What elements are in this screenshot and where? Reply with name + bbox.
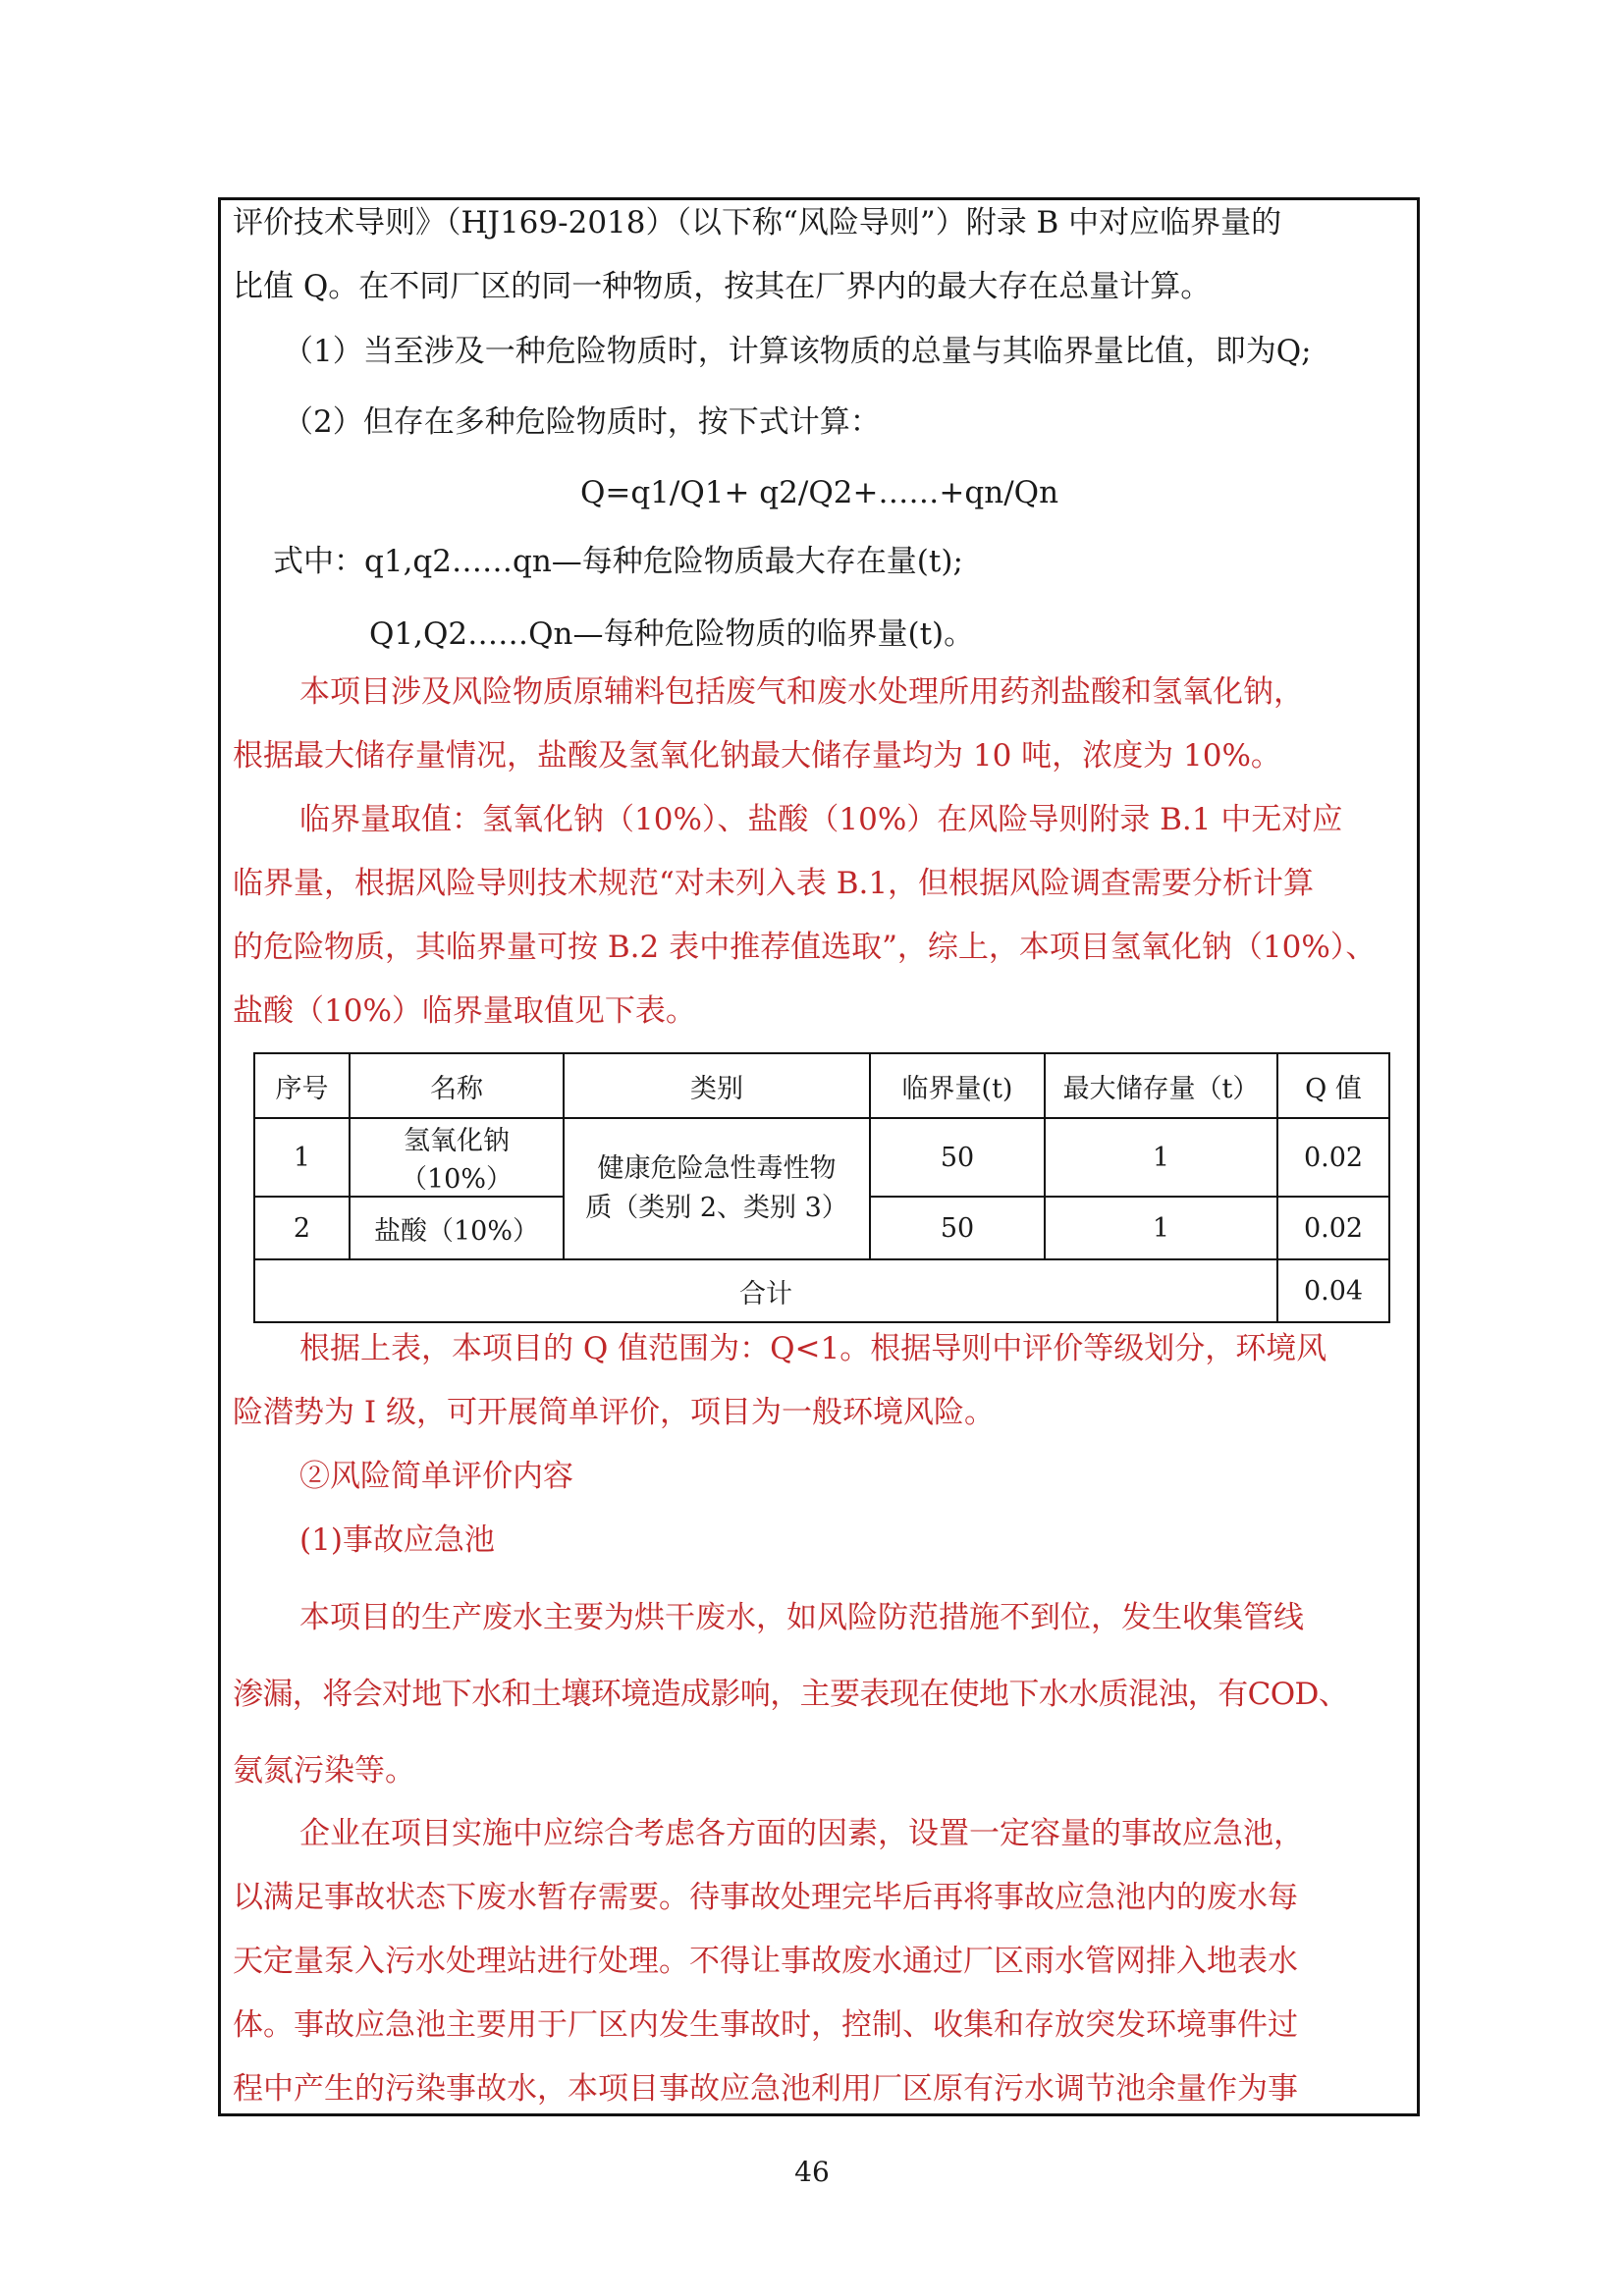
page-number: 46 [794,2156,830,2188]
paragraph-line: 评价技术导则》（HJ169-2018）（以下称“风险导则”）附录 B 中对应临界量的 [233,205,1282,240]
table-total-row [254,1259,1389,1322]
formula: Q=q1/Q1+ q2/Q2+……+qn/Qn [579,475,1059,510]
list-item: （2）但存在多种危险物质时，按下式计算： [283,404,881,440]
table-header: 最大储存量（t） [1045,1053,1277,1118]
section-heading: ②风险简单评价内容 [299,1459,573,1494]
table-cell [350,1118,564,1197]
category-cell [564,1118,870,1259]
paragraph-line: 渗漏，将会对地下水和土壤环境造成影响，主要表现在使地下水水质混浊，有COD、 [233,1677,1349,1712]
category-line: 质（类别 2、类别 3） [585,1193,848,1223]
table-header: 临界量(t) [870,1053,1045,1118]
subsection-heading: (1)事故应急池 [299,1522,495,1558]
paragraph-line: 体。事故应急池主要用于厂区内发生事故时，控制、收集和存放突发环境事件过 [233,2007,1298,2043]
risk-substance-table [253,1052,1390,1323]
table-header-row [254,1053,1389,1118]
paragraph-line: 险潜势为 I 级，可开展简单评价，项目为一般环境风险。 [233,1395,995,1430]
paragraph-line: 的危险物质，其临界量可按 B.2 表中推荐值选取”，综上，本项目氢氧化钠（10%）、 [233,930,1377,965]
table-header: 名称 [350,1053,564,1118]
total-label: 合计 [254,1259,1277,1322]
formula-legend: Q1,Q2……Qn—每种危险物质的临界量(t)。 [369,616,975,652]
table-cell: 0.02 [1277,1118,1389,1197]
paragraph-line: 天定量泵入污水处理站进行处理。不得让事故废水通过厂区雨水管网排入地表水 [233,1944,1298,1979]
table-header: Q 值 [1277,1053,1389,1118]
table-cell: 50 [870,1118,1045,1197]
table-row [254,1118,1389,1197]
paragraph-line: 本项目的生产废水主要为烘干废水，如风险防范措施不到位，发生收集管线 [299,1600,1304,1635]
paragraph-line: 比值 Q。在不同厂区的同一种物质，按其在厂界内的最大存在总量计算。 [233,269,1212,304]
paragraph-line: 程中产生的污染事故水，本项目事故应急池利用厂区原有污水调节池余量作为事 [233,2071,1298,2107]
table-cell: 盐酸（10%） [350,1197,564,1259]
table-cell: 1 [1045,1118,1277,1197]
paragraph-line: 本项目涉及风险物质原辅料包括废气和废水处理所用药剂盐酸和氢氧化钠， [299,674,1304,710]
table-cell: 1 [254,1118,350,1197]
paragraph-line: 根据上表，本项目的 Q 值范围为：Q<1。根据导则中评价等级划分，环境风 [299,1331,1327,1366]
substance-name: 氢氧化钠 [404,1126,510,1156]
list-item: （1）当至涉及一种危险物质时，计算该物质的总量与其临界量比值，即为Q; [283,334,1312,369]
paragraph-line: 根据最大储存量情况，盐酸及氢氧化钠最大储存量均为 10 吨，浓度为 10%。 [233,738,1281,774]
paragraph-line: 企业在项目实施中应综合考虑各方面的因素，设置一定容量的事故应急池， [299,1816,1304,1851]
formula-legend: 式中：q1,q2……qn—每种危险物质最大存在量(t); [273,544,963,579]
total-value: 0.04 [1277,1259,1389,1322]
substance-concentration: （10%） [400,1164,513,1195]
table-header: 序号 [254,1053,350,1118]
paragraph-line: 盐酸（10%）临界量取值见下表。 [233,993,696,1029]
table-cell: 1 [1045,1197,1277,1259]
paragraph-line: 以满足事故状态下废水暂存需要。待事故处理完毕后再将事故应急池内的废水每 [233,1880,1298,1915]
table-cell: 50 [870,1197,1045,1259]
paragraph-line: 氨氮污染等。 [233,1753,415,1789]
paragraph-line: 临界量取值：氢氧化钠（10%）、盐酸（10%）在风险导则附录 B.1 中无对应 [299,802,1343,837]
paragraph-line: 临界量，根据风险导则技术规范“对未列入表 B.1，但根据风险调查需要分析计算 [233,866,1315,901]
table-cell: 0.02 [1277,1197,1389,1259]
table-cell: 2 [254,1197,350,1259]
category-line: 健康危险急性毒性物 [597,1153,837,1184]
table-header: 类别 [564,1053,870,1118]
